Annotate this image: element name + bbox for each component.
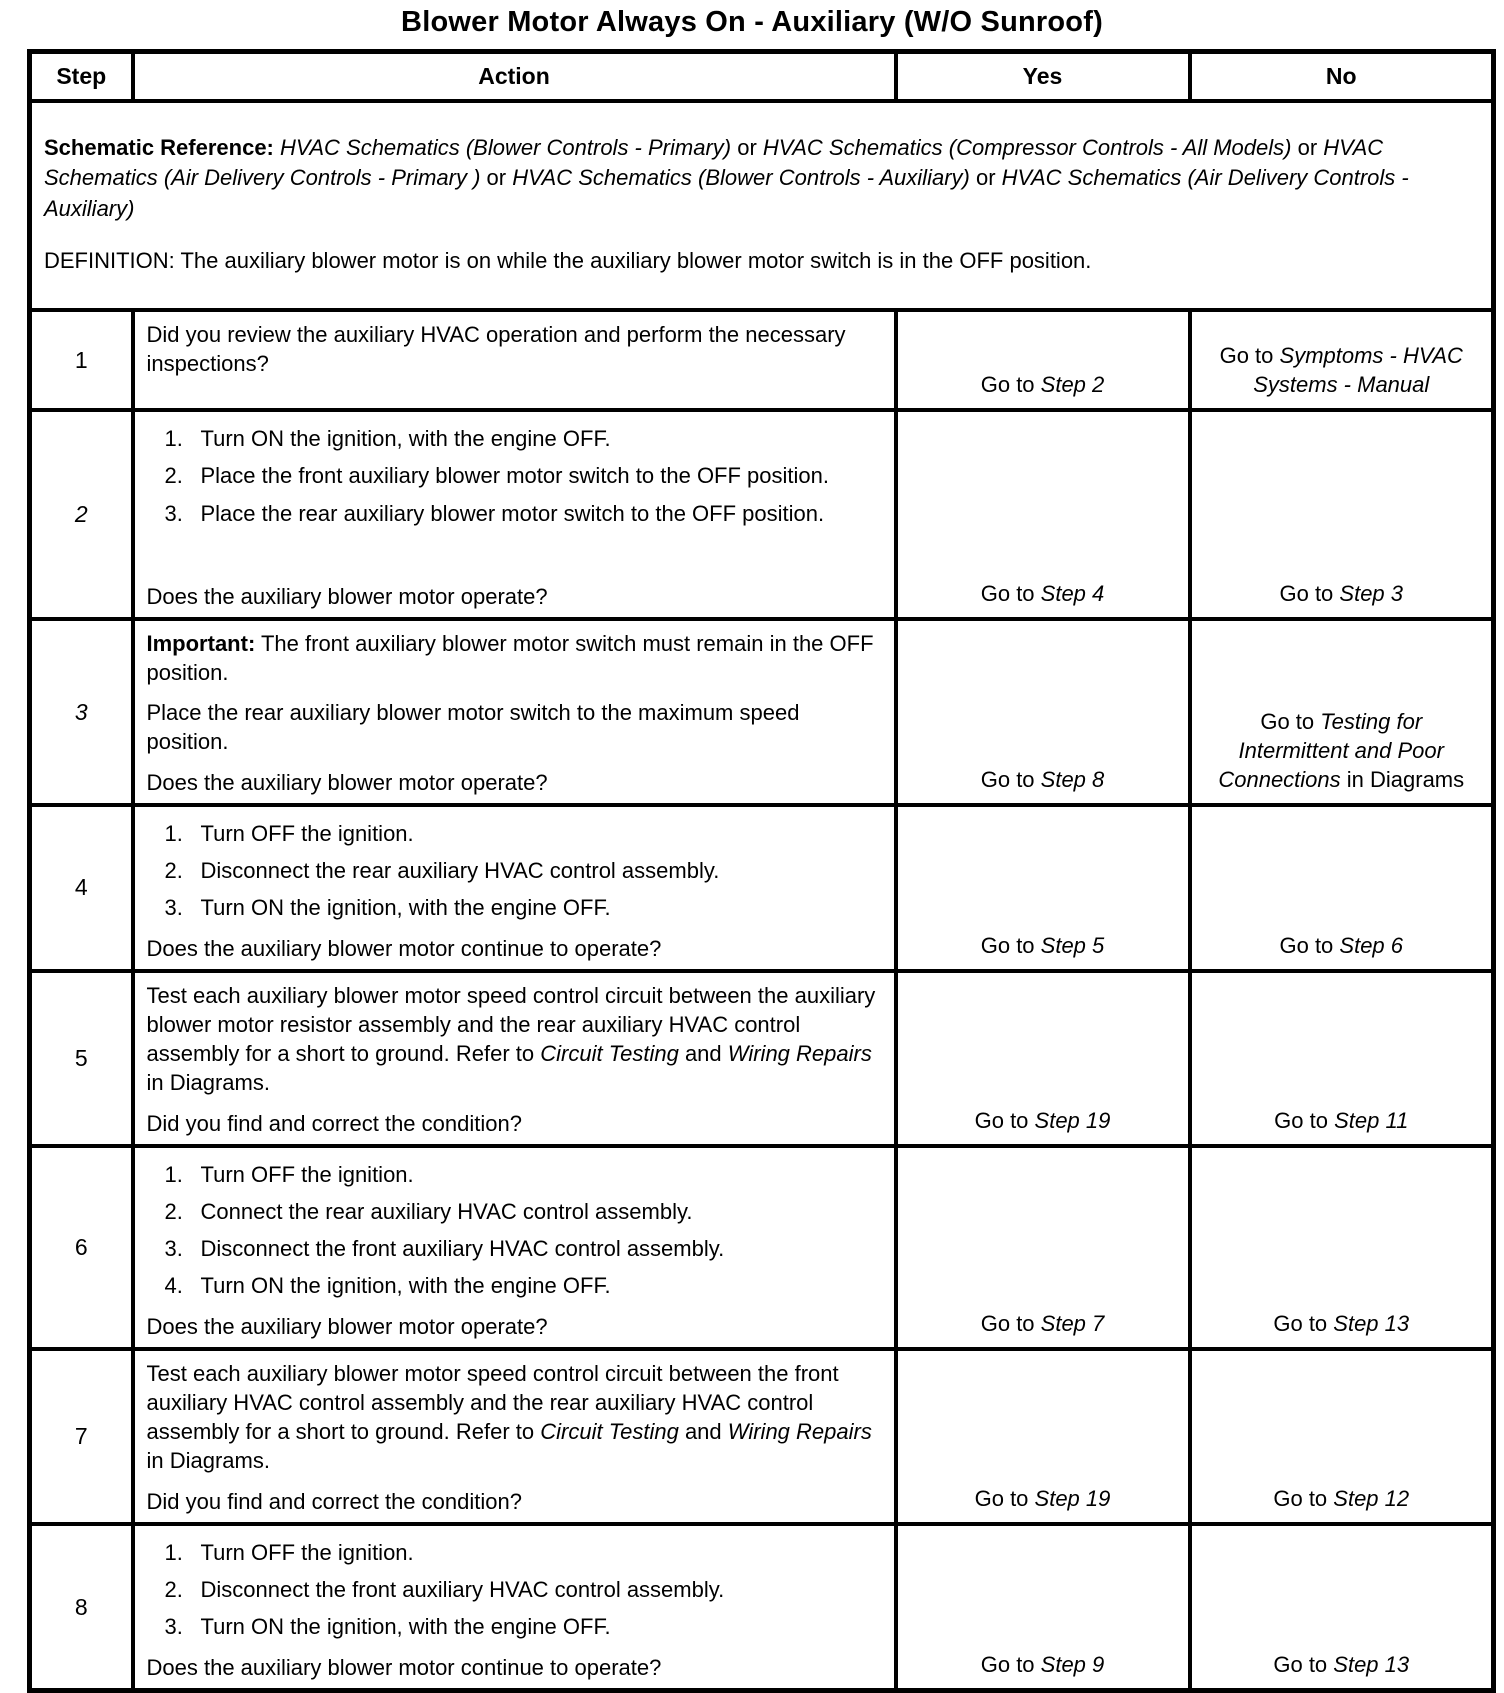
text-segment: in Diagrams [1340, 766, 1465, 792]
action-paragraph [147, 1359, 882, 1475]
list-item-text [201, 499, 825, 528]
step-number: 1 [30, 310, 133, 410]
action-question [147, 764, 882, 797]
text-segment: Turn ON the ignition, with the engine OFF. [200, 426, 611, 452]
no-cell [1190, 1146, 1494, 1349]
preamble-row [30, 101, 1494, 310]
no-cell [1190, 971, 1494, 1146]
action-numbered-list [147, 1160, 882, 1308]
action-list-item [165, 1197, 882, 1226]
text-segment: Step 6 [1339, 932, 1404, 958]
list-item-number: 2. [164, 1577, 183, 1603]
text-segment: Go to [1279, 581, 1340, 607]
list-item-number: 2. [164, 857, 183, 883]
text-segment: Place the front auxiliary blower motor switch to the OFF position. [200, 463, 829, 489]
goto-text [1206, 1484, 1478, 1513]
text-segment: Testing for Intermittent and Poor Connections [1218, 708, 1444, 792]
action-list-item [165, 424, 882, 453]
text-segment: Turn ON the ignition, with the engine OFF. [200, 1614, 611, 1640]
text-segment: Go to [980, 581, 1041, 607]
text-segment: Go to [1274, 1107, 1335, 1133]
text-segment: or [969, 165, 1002, 191]
action-cell [133, 1146, 896, 1349]
goto-text [1206, 931, 1478, 960]
text-segment: Does the auxiliary blower motor continue to operate? [146, 1655, 662, 1681]
text-segment: Go to [1219, 343, 1280, 369]
action-numbered-list [147, 424, 882, 535]
text-segment: Did you find and correct the condition? [146, 1489, 522, 1515]
text-segment: and [678, 1040, 728, 1066]
text-segment: Step 2 [1040, 372, 1105, 398]
action-question [147, 1649, 882, 1682]
text-segment: HVAC Schematics (Air Delivery Controls - Primary ) [44, 135, 1384, 191]
text-segment: Test each auxiliary blower motor speed control circuit between the front auxiliary HVAC control assembly and the rear auxiliary HVAC control assembly for a short to ground. Refer to [146, 1361, 839, 1445]
action-cell [133, 310, 896, 410]
table-row-step-8 [30, 1524, 1494, 1691]
text-segment: or [731, 135, 763, 160]
list-item-number: 3. [164, 500, 183, 526]
text-segment: Go to [980, 932, 1041, 958]
action-question [147, 578, 882, 611]
text-segment: Disconnect the rear auxiliary HVAC control assembly. [200, 857, 720, 883]
action-list-item [165, 1160, 882, 1189]
goto-text [1206, 1650, 1478, 1679]
no-cell [1190, 410, 1494, 619]
table-row-step-1 [30, 310, 1494, 410]
text-segment: Step 12 [1333, 1486, 1410, 1512]
text-segment: Does the auxiliary blower motor operate? [146, 1314, 548, 1339]
action-numbered-list [147, 1538, 882, 1649]
action-paragraph [147, 981, 882, 1097]
yes-cell [896, 1349, 1190, 1524]
text-segment: in Diagrams. [146, 1069, 270, 1095]
text-segment: The front auxiliary blower motor switch must remain in the OFF position. [146, 631, 874, 686]
list-item-text [201, 1197, 693, 1226]
action-cell [133, 1349, 896, 1524]
text-segment: Go to [974, 1107, 1035, 1133]
text-segment: and [678, 1419, 728, 1445]
text-segment: Step 13 [1333, 1311, 1410, 1336]
text-segment: or [480, 165, 513, 191]
action-list-item [165, 893, 882, 922]
column-header-action: Action [133, 52, 896, 102]
text-segment: Step 8 [1040, 766, 1105, 792]
text-segment: HVAC Schematics (Compressor Controls - All Models) [762, 135, 1292, 160]
table-row-step-3 [30, 619, 1494, 804]
text-segment: Go to [980, 1652, 1041, 1678]
text-segment: Disconnect the front auxiliary HVAC control assembly. [200, 1235, 725, 1261]
action-list-item [165, 499, 882, 528]
text-segment: Wiring Repairs [727, 1040, 872, 1066]
action-cell [133, 619, 896, 804]
step-number: 7 [30, 1349, 133, 1524]
text-segment: Test each auxiliary blower motor speed control circuit between the auxiliary blower motor resistor assembly and the rear auxiliary HVAC control assembly for a short to ground. Refer to [146, 982, 876, 1066]
table-row-step-5 [30, 971, 1494, 1146]
goto-text [1206, 579, 1478, 608]
list-item-text [201, 819, 414, 848]
list-item-number: 3. [164, 1235, 183, 1261]
text-segment: Symptoms - HVAC Systems - Manual [1253, 343, 1463, 398]
action-paragraph [147, 320, 882, 378]
table-row-step-4 [30, 805, 1494, 971]
text-segment: Did you review the auxiliary HVAC operation and perform the necessary inspections? [146, 322, 846, 377]
text-segment: Go to [974, 1486, 1035, 1512]
action-paragraph [147, 698, 882, 756]
step-number: 8 [30, 1524, 133, 1691]
text-segment: Turn OFF the ignition. [200, 1161, 414, 1187]
diagnostic-table [27, 49, 1496, 1693]
text-segment: Go to [980, 766, 1041, 792]
text-segment: Go to [1279, 932, 1340, 958]
text-segment: Does the auxiliary blower motor operate? [146, 584, 548, 610]
action-question [147, 1483, 882, 1516]
text-segment: HVAC Schematics (Air Delivery Controls - Auxiliary) [44, 165, 1409, 221]
text-segment: Turn OFF the ignition. [200, 820, 414, 846]
yes-cell [896, 805, 1190, 971]
yes-cell [896, 971, 1190, 1146]
list-item-number: 2. [164, 1198, 183, 1224]
list-item-text [201, 1538, 414, 1567]
text-segment: Turn OFF the ignition. [200, 1540, 414, 1566]
action-list-item [165, 856, 882, 885]
action-list-item [165, 1271, 882, 1300]
text-segment: Step 4 [1040, 581, 1105, 607]
goto-text [1206, 341, 1478, 399]
action-question [147, 1308, 882, 1341]
list-item-number: 1. [164, 820, 183, 846]
text-segment: Step 5 [1040, 932, 1105, 958]
no-cell [1190, 1524, 1494, 1691]
text-segment: Step 11 [1334, 1107, 1409, 1133]
action-cell [133, 1524, 896, 1691]
definition-text: DEFINITION: The auxiliary blower motor is on while the auxiliary blower motor switch is in the OFF position. [44, 248, 1092, 274]
goto-text [912, 931, 1174, 960]
action-numbered-list [147, 819, 882, 930]
text-segment: Does the auxiliary blower motor continue to operate? [146, 935, 662, 961]
text-segment: Did you find and correct the condition? [146, 1110, 522, 1136]
text-segment: Step 9 [1040, 1652, 1105, 1678]
text-segment: HVAC Schematics (Blower Controls - Primary) [280, 135, 732, 160]
text-segment: Place the rear auxiliary blower motor switch to the OFF position. [200, 500, 825, 526]
step-number: 3 [30, 619, 133, 804]
table-row-step-7 [30, 1349, 1494, 1524]
no-cell [1190, 310, 1494, 410]
column-header-step: Step [30, 52, 133, 102]
action-list-item [165, 819, 882, 848]
text-segment: Wiring Repairs [727, 1419, 872, 1445]
column-header-no: No [1190, 52, 1494, 102]
no-cell [1190, 805, 1494, 971]
yes-cell [896, 1524, 1190, 1691]
text-segment: Turn ON the ignition, with the engine OFF. [200, 1272, 611, 1298]
list-item-text [201, 461, 829, 490]
goto-text [912, 1106, 1174, 1135]
schematic-reference [44, 133, 1479, 224]
table-row-step-2 [30, 410, 1494, 619]
list-item-text [201, 1271, 611, 1300]
list-item-number: 3. [164, 894, 183, 920]
text-segment: Step 19 [1034, 1486, 1111, 1512]
goto-text [912, 1309, 1174, 1338]
list-item-number: 3. [164, 1614, 183, 1640]
text-segment: Go to [1260, 708, 1321, 734]
text-segment: Step 7 [1040, 1311, 1105, 1336]
list-item-number: 1. [164, 1540, 183, 1566]
list-item-text [201, 1575, 725, 1604]
text-segment: Circuit Testing [540, 1040, 679, 1066]
text-segment: Important: [146, 631, 256, 657]
column-header-yes: Yes [896, 52, 1190, 102]
action-paragraph [147, 629, 882, 687]
list-item-text [201, 424, 611, 453]
step-number: 6 [30, 1146, 133, 1349]
list-item-text [201, 856, 720, 885]
goto-text [1206, 707, 1478, 794]
goto-text [1206, 1106, 1478, 1135]
goto-text [912, 765, 1174, 794]
action-list-item [165, 1538, 882, 1567]
no-cell [1190, 619, 1494, 804]
action-question [147, 930, 882, 963]
yes-cell [896, 1146, 1190, 1349]
goto-text [912, 1484, 1174, 1513]
text-segment: Does the auxiliary blower motor operate? [146, 769, 548, 795]
text-segment: Go to [1273, 1486, 1334, 1512]
list-item-number: 2. [164, 463, 183, 489]
list-item-text [201, 1612, 611, 1641]
text-segment: Place the rear auxiliary blower motor switch to the maximum speed position. [146, 699, 800, 754]
text-segment: Schematic Reference: [44, 135, 280, 160]
yes-cell [896, 410, 1190, 619]
goto-text [912, 579, 1174, 608]
goto-text [912, 1650, 1174, 1679]
list-item-text [201, 893, 611, 922]
text-segment: Go to [1273, 1652, 1334, 1678]
text-segment: Disconnect the front auxiliary HVAC control assembly. [200, 1577, 725, 1603]
yes-cell [896, 619, 1190, 804]
goto-text [912, 370, 1174, 399]
text-segment: Go to [980, 372, 1041, 398]
text-segment: Connect the rear auxiliary HVAC control assembly. [200, 1198, 693, 1224]
header-row [30, 52, 1494, 102]
yes-cell [896, 310, 1190, 410]
text-segment: Turn ON the ignition, with the engine OFF. [200, 894, 611, 920]
table-row-step-6 [30, 1146, 1494, 1349]
action-list-item [165, 1612, 882, 1641]
action-cell [133, 410, 896, 619]
action-question [147, 1105, 882, 1138]
goto-text [1206, 1309, 1478, 1338]
step-number: 4 [30, 805, 133, 971]
text-segment: Circuit Testing [540, 1419, 679, 1445]
text-segment: Go to [1273, 1311, 1334, 1336]
list-item-text [201, 1160, 414, 1189]
list-item-text [201, 1234, 725, 1263]
preamble-cell [30, 101, 1494, 310]
text-segment: Go to [980, 1311, 1041, 1336]
list-item-number: 1. [164, 426, 183, 452]
text-segment: Step 3 [1339, 581, 1404, 607]
text-segment: Step 19 [1034, 1107, 1111, 1133]
action-list-item [165, 1575, 882, 1604]
action-list-item [165, 461, 882, 490]
action-list-item [165, 1234, 882, 1263]
no-cell [1190, 1349, 1494, 1524]
text-segment: HVAC Schematics (Blower Controls - Auxiliary) [512, 165, 970, 191]
list-item-number: 1. [164, 1161, 183, 1187]
text-segment: or [1291, 135, 1324, 160]
list-item-number: 4. [164, 1272, 183, 1298]
text-segment: Step 13 [1333, 1652, 1410, 1678]
step-number: 2 [30, 410, 133, 619]
action-cell [133, 805, 896, 971]
action-cell [133, 971, 896, 1146]
page-title: Blower Motor Always On - Auxiliary (W/O Sunroof) [401, 6, 1103, 38]
text-segment: in Diagrams. [146, 1448, 270, 1474]
step-number: 5 [30, 971, 133, 1146]
